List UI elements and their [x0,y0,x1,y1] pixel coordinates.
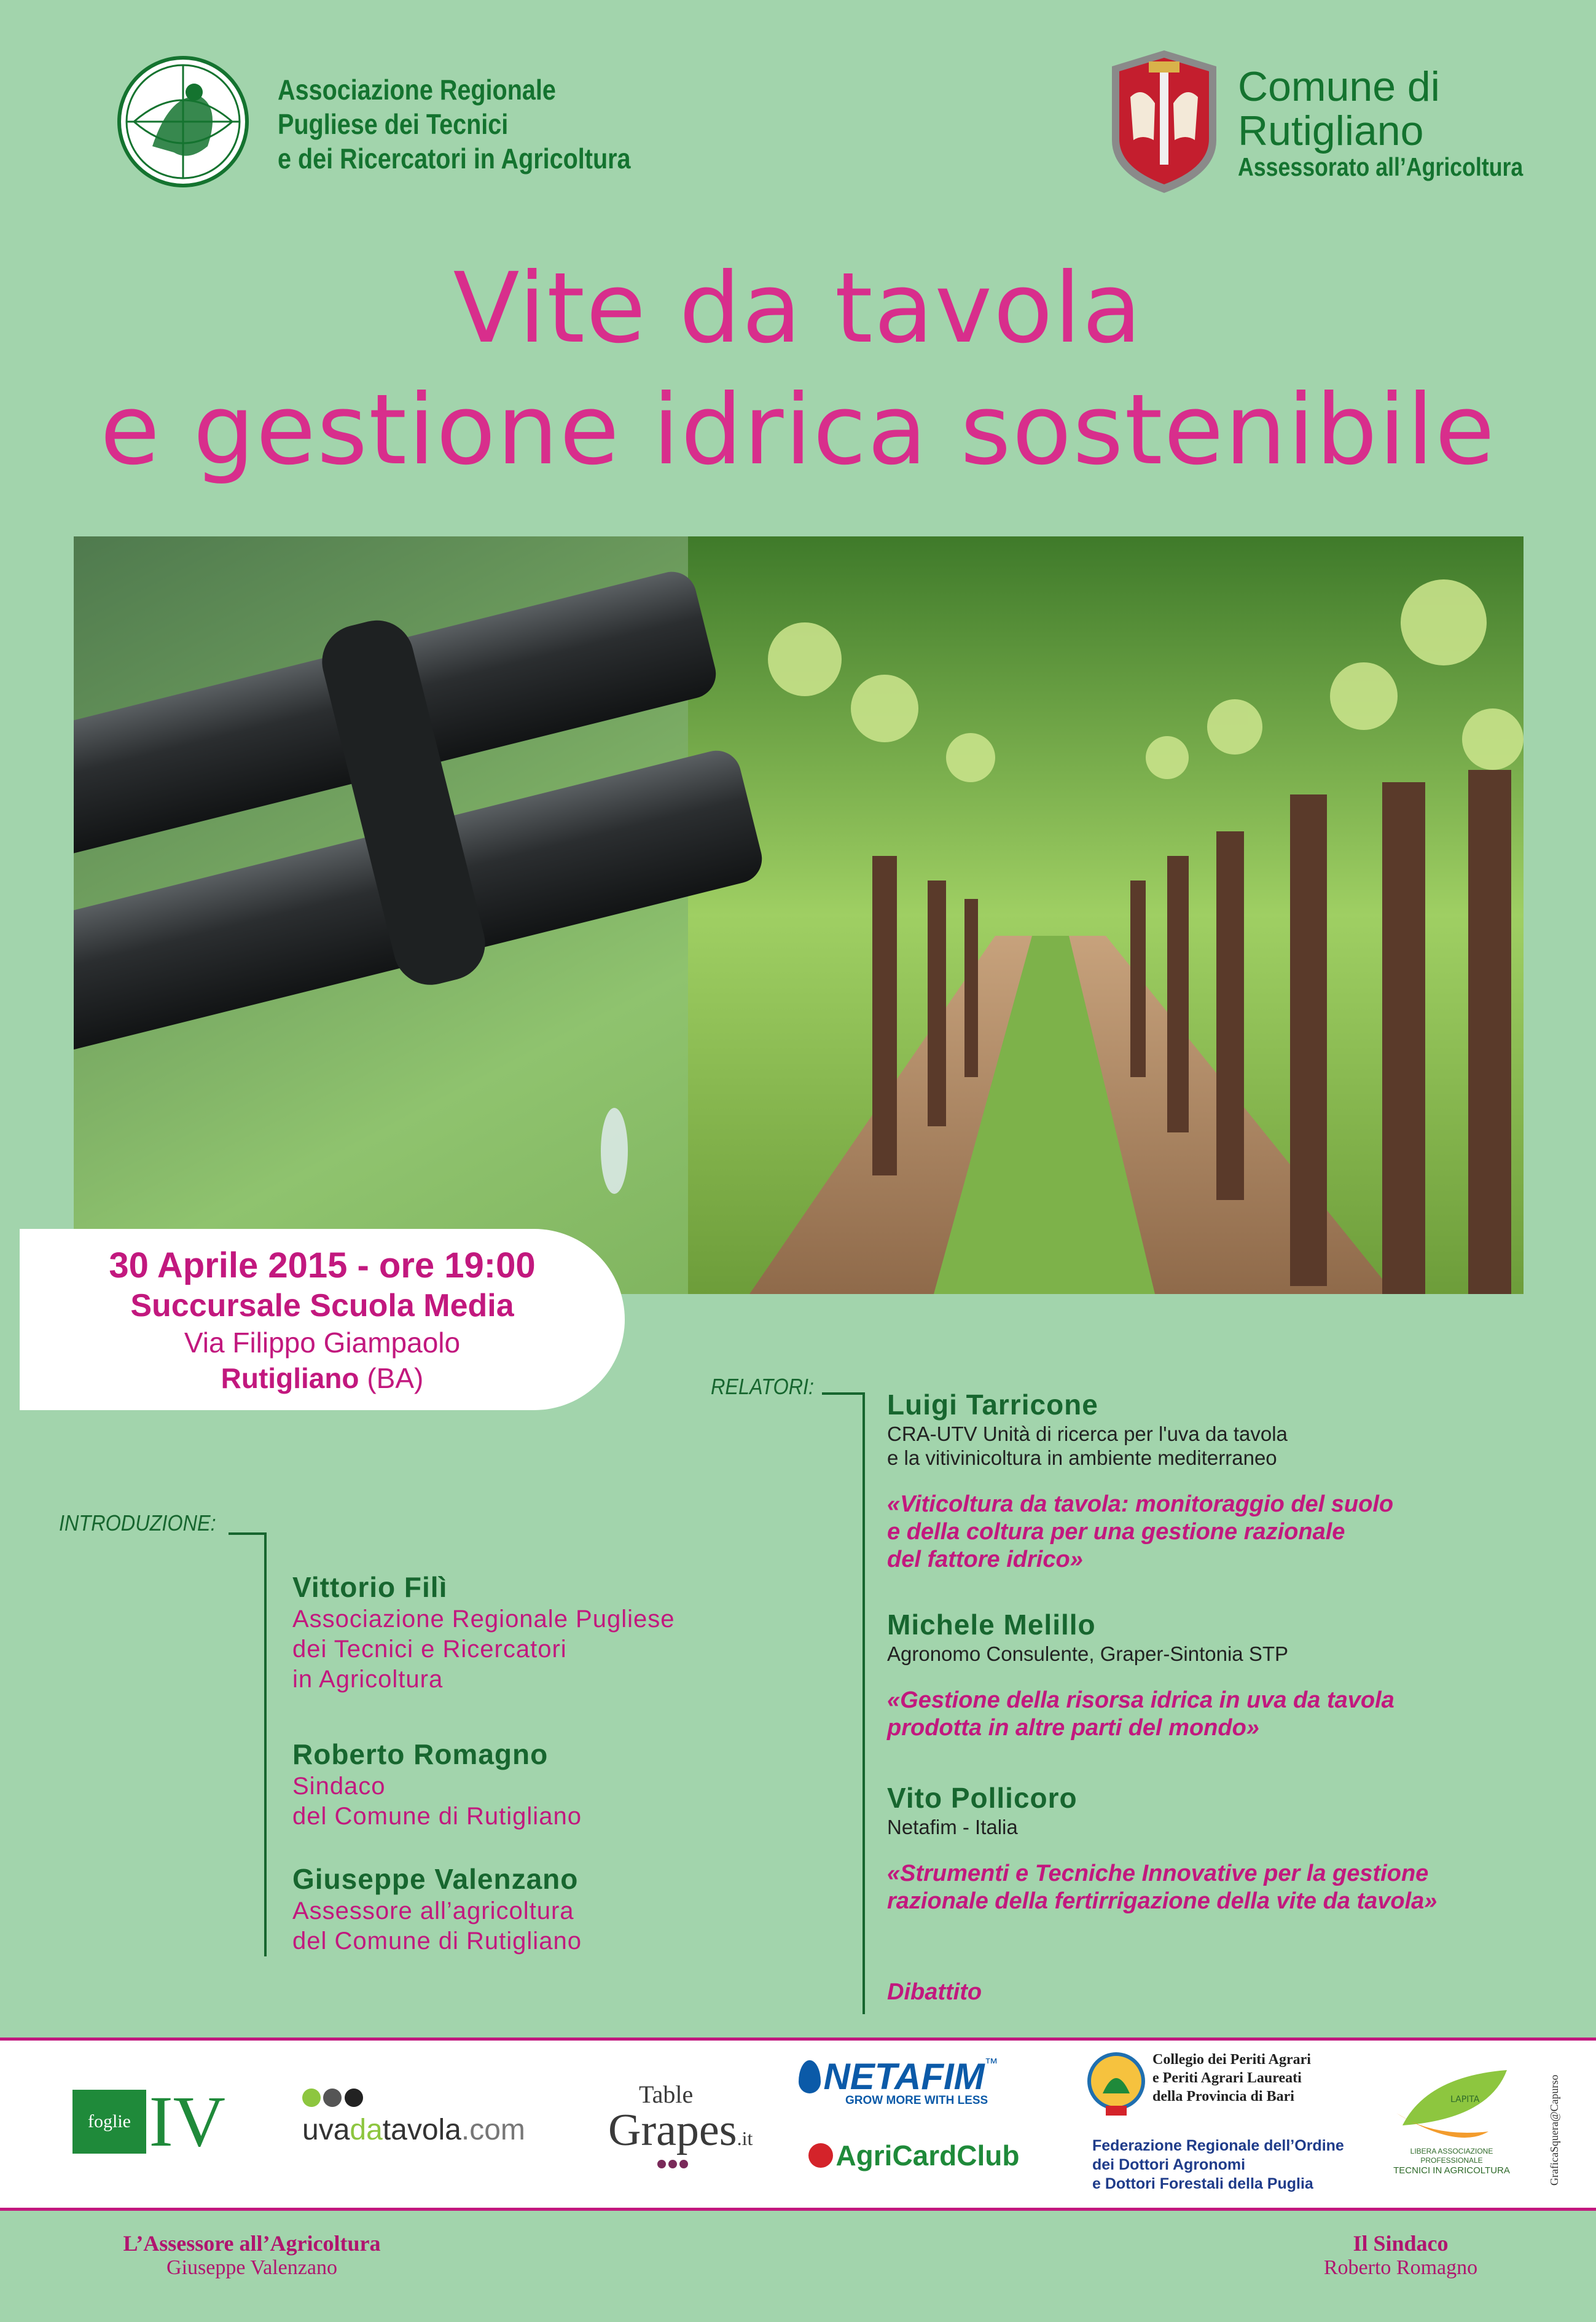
sponsor-bar [0,2038,1596,2211]
relatori-connector-line [822,1392,865,1395]
intro-speaker-role: del Comune di Rutigliano [292,1928,582,1955]
tablegrapes-grape-icon [608,2160,753,2171]
comune-line-1: Comune di [1238,63,1440,110]
tablegrapes-word1: Table [639,2081,694,2108]
relatore-talk: «Strumenti e Tecniche Innovative per la gestione [887,1861,1429,1886]
footer-assessore-title: L’Assessore all’Agricoltura [123,2231,381,2256]
federazione-line-1: Federazione Regionale dell’Ordine [1092,2137,1344,2154]
uvadatavola-tavola: tavola [382,2114,461,2146]
relatore-talk: del fattore idrico» [887,1547,1083,1572]
tablegrapes-logo [608,2080,753,2171]
netafim-logo [799,2055,998,2108]
uvadatavola-grape-icon [302,2089,525,2113]
foglie-numeral: IV [149,2081,225,2162]
relatore-talk: prodotta in altre parti del mondo» [887,1715,1259,1741]
comune-line-2: Rutigliano [1238,108,1424,154]
page-title-line-1: Vite da tavola [453,252,1143,365]
water-drop-icon [799,2060,821,2093]
association-logo [115,54,251,189]
event-city-name: Rutigliano [221,1362,359,1394]
event-address: Via Filippo Giampaolo [184,1327,461,1359]
uvadatavola-uva: uva [302,2114,350,2146]
federazione-line-2: dei Dottori Agronomi [1092,2156,1246,2173]
relatore-block [887,1781,1437,1915]
footer-assessore-name: Giuseppe Valenzano [166,2256,337,2279]
foglie-logo [72,2081,225,2162]
netafim-tm: ™ [984,2055,998,2071]
intro-vertical-line [264,1532,267,1956]
relatore-affiliation: e la vitivinicoltura in ambiente mediterraneo [887,1446,1277,1469]
event-date-time: 30 Aprile 2015 - ore 19:00 [109,1245,536,1285]
design-credit: GraficaSquera@Capurso [1548,2074,1560,2186]
lapta-badge: LAPITA [1450,2095,1480,2104]
dibattito-label: Dibattito [887,1979,982,2005]
intro-speaker-role: Sindaco [292,1773,386,1800]
intro-speaker-role: del Comune di Rutigliano [292,1803,582,1830]
relatore-affiliation: CRA-UTV Unità di ricerca per l'uva da tavola [887,1422,1288,1445]
intro-speaker [292,1862,582,1956]
footer-sindaco-title: Il Sindaco [1353,2231,1449,2256]
relatore-talk: e della coltura per una gestione razionale [887,1519,1345,1545]
uvadatavola-da: da [350,2114,383,2146]
collegio-logo [1087,2050,1145,2121]
footer-sindaco-name: Roberto Romagno [1323,2256,1478,2279]
agricard-name: AgriCardClub [835,2140,1020,2171]
lapta-leaf-icon [1390,2064,1513,2144]
intro-speaker-role: Assessore all’agricoltura [292,1897,574,1924]
intro-speaker-name: Roberto Romagno [292,1738,549,1770]
relatore-talk: razionale della fertirrigazione della vite da tavola» [887,1888,1438,1914]
event-province: (BA) [367,1362,424,1394]
collegio-line-1: Collegio dei Periti Agrari [1152,2052,1311,2068]
intro-speaker-name: Vittorio Filì [292,1571,448,1603]
page-title-line-2: e gestione idrica sostenibile [100,374,1496,487]
footer-sindaco [1278,2230,1524,2280]
introduzione-label: INTRODUZIONE: [59,1510,216,1536]
hero-photo [74,536,1524,1294]
relatore-block [887,1607,1395,1742]
netafim-name: NETAFIM [823,2056,985,2097]
tablegrapes-suffix: .it [737,2127,753,2149]
relatori-label: RELATORI: [711,1374,815,1399]
relatore-talk: «Viticoltura da tavola: monitoraggio del suolo [887,1491,1394,1517]
intro-speaker [292,1570,675,1695]
relatore-name: Michele Melillo [887,1609,1096,1641]
relatore-name: Luigi Tarricone [887,1389,1098,1421]
intro-speaker-role: in Agricoltura [292,1666,444,1693]
association-name [278,73,631,176]
intro-speaker-name: Giuseppe Valenzano [292,1863,579,1895]
netafim-tagline: GROW MORE WITH LESS [845,2094,988,2107]
collegio-line-2: e Periti Agrari Laureati [1152,2070,1302,2086]
lapta-line-1: LIBERA ASSOCIAZIONE PROFESSIONALE [1410,2147,1493,2165]
relatore-affiliation: Netafim - Italia [887,1816,1018,1838]
relatori-vertical-line [863,1392,865,2014]
collegio-emblem-icon [1087,2050,1145,2118]
collegio-line-3: della Provincia di Bari [1152,2089,1294,2104]
footer-assessore [80,2230,424,2280]
event-city [20,1360,625,1396]
rutigliano-crest [1106,48,1222,195]
intro-speaker-role: Associazione Regionale Pugliese [292,1606,675,1633]
lapta-logo [1383,2064,1520,2176]
agricard-logo [808,2139,1019,2172]
intro-speaker [292,1737,582,1832]
event-info-box [20,1229,625,1410]
uvadatavola-logo [302,2089,525,2147]
relatore-affiliation: Agronomo Consulente, Graper-Sintonia STP [887,1642,1289,1665]
association-line-3: e dei Ricercatori in Agricoltura [278,143,631,175]
federazione-line-3: e Dottori Forestali della Puglia [1092,2175,1313,2192]
relatore-talk: «Gestione della risorsa idrica in uva da tavola [887,1687,1395,1713]
intro-speaker-role: dei Tecnici e Ricercatori [292,1636,567,1663]
intro-connector-line [229,1532,267,1535]
comune-department: Assessorato all’Agricoltura [1238,152,1524,181]
foglie-word: foglie [72,2090,146,2154]
tablegrapes-word2: Grapes [608,2105,737,2155]
relatore-name: Vito Pollicoro [887,1782,1078,1814]
association-line-2: Pugliese dei Tecnici [278,108,509,140]
association-line-1: Associazione Regionale [278,74,556,106]
agricard-icon [808,2143,833,2168]
relatore-block [887,1387,1393,1574]
uvadatavola-com: .com [461,2114,525,2146]
comune-name [1238,65,1440,153]
event-venue: Succursale Scuola Media [130,1288,514,1324]
federazione-text [1092,2136,1344,2194]
collegio-text [1152,2050,1311,2106]
lapta-line-2: TECNICI IN AGRICOLTURA [1393,2165,1510,2176]
